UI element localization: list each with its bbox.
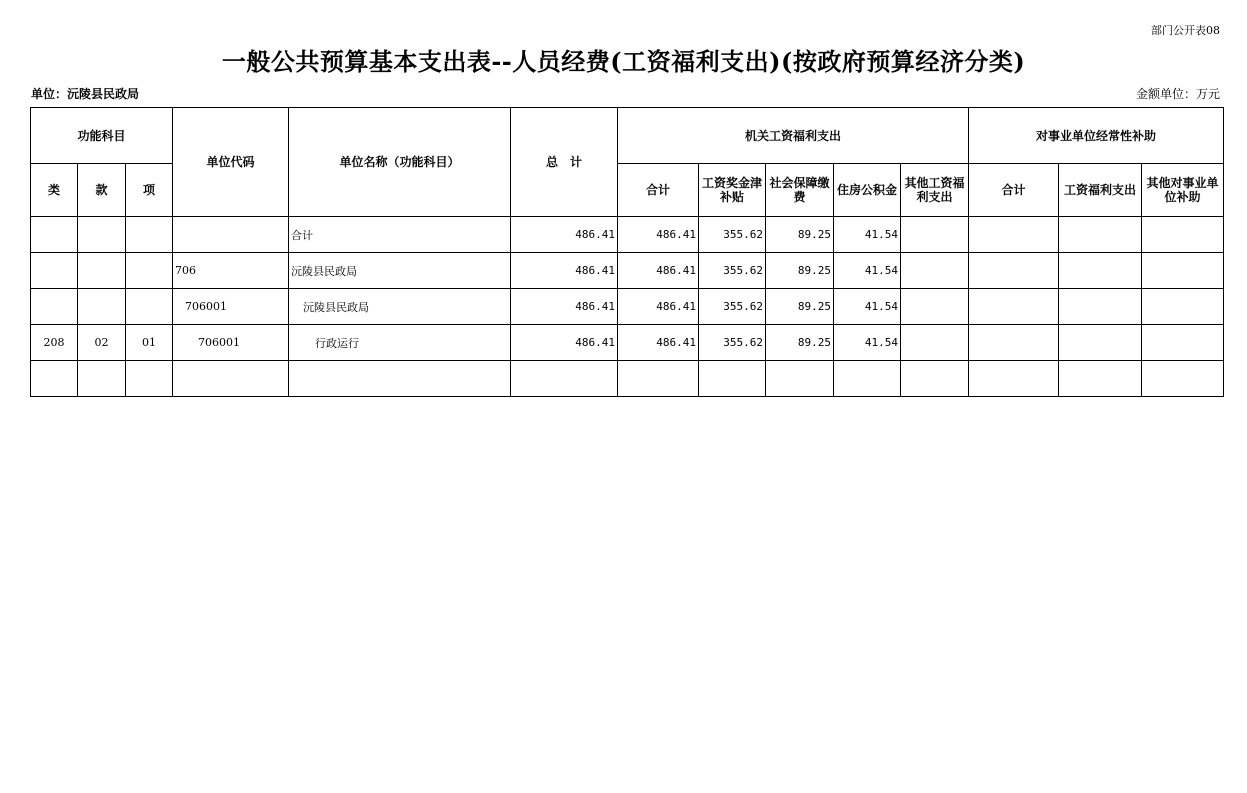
cell-inst-wage [1059, 253, 1142, 289]
cell-org-social: 89.25 [766, 325, 834, 361]
cell-org-other [901, 253, 969, 289]
cell-org-wage: 355.62 [699, 253, 766, 289]
cell-org-social [766, 361, 834, 397]
header-kuan: 款 [78, 164, 126, 217]
cell-inst-wage [1059, 217, 1142, 253]
unit-label: 单位：沅陵县民政局 [31, 87, 140, 101]
cell-lei [31, 253, 78, 289]
cell-org-other [901, 289, 969, 325]
cell-org-wage: 355.62 [699, 325, 766, 361]
cell-unit-code [173, 217, 289, 253]
cell-kuan [78, 361, 126, 397]
header-row-1 [31, 108, 1224, 164]
budget-table [30, 107, 1224, 397]
cell-org-total: 486.41 [618, 253, 699, 289]
header-total: 总 计 [511, 108, 618, 217]
cell-org-housing: 41.54 [834, 217, 901, 253]
cell-org-total [618, 361, 699, 397]
cell-xiang [126, 289, 173, 325]
cell-total: 486.41 [511, 217, 618, 253]
cell-inst-wage [1059, 361, 1142, 397]
cell-inst-other [1142, 253, 1224, 289]
header-inst-group: 对事业单位经常性补助 [969, 108, 1224, 164]
cell-org-other [901, 325, 969, 361]
amount-unit: 金额单位：万元 [1135, 87, 1220, 101]
cell-inst-total [969, 253, 1059, 289]
cell-org-social: 89.25 [766, 253, 834, 289]
cell-inst-other [1142, 325, 1224, 361]
cell-org-other [901, 217, 969, 253]
cell-org-wage: 355.62 [699, 289, 766, 325]
cell-xiang [126, 361, 173, 397]
table-row [31, 253, 1224, 289]
cell-inst-wage [1059, 289, 1142, 325]
table-code: 部门公开表08 [1151, 24, 1220, 37]
header-org-social: 社会保障缴费 [766, 164, 834, 217]
cell-org-total: 486.41 [618, 289, 699, 325]
header-org-other: 其他工资福利支出 [901, 164, 969, 217]
header-inst-total: 合计 [969, 164, 1059, 217]
cell-inst-other [1142, 361, 1224, 397]
cell-org-housing: 41.54 [834, 325, 901, 361]
table-row [31, 361, 1224, 397]
cell-lei [31, 217, 78, 253]
cell-xiang [126, 217, 173, 253]
table-row [31, 289, 1224, 325]
cell-unit-name: 沅陵县民政局 [289, 253, 511, 289]
cell-total [511, 361, 618, 397]
cell-kuan: 02 [78, 325, 126, 361]
cell-lei: 208 [31, 325, 78, 361]
header-inst-wage: 工资福利支出 [1059, 164, 1142, 217]
cell-org-wage [699, 361, 766, 397]
cell-kuan [78, 289, 126, 325]
cell-org-social: 89.25 [766, 217, 834, 253]
header-org-total: 合计 [618, 164, 699, 217]
cell-inst-other [1142, 217, 1224, 253]
cell-org-social: 89.25 [766, 289, 834, 325]
cell-inst-wage [1059, 325, 1142, 361]
header-org-housing: 住房公积金 [834, 164, 901, 217]
header-unit-name: 单位名称（功能科目） [289, 108, 511, 217]
header-org-wage: 工资奖金津补贴 [699, 164, 766, 217]
header-lei: 类 [31, 164, 78, 217]
cell-lei [31, 289, 78, 325]
cell-unit-code: 706001 [173, 325, 289, 361]
cell-kuan [78, 217, 126, 253]
cell-total: 486.41 [511, 289, 618, 325]
cell-org-total: 486.41 [618, 217, 699, 253]
cell-org-housing [834, 361, 901, 397]
cell-inst-total [969, 217, 1059, 253]
cell-unit-code: 706001 [173, 289, 289, 325]
cell-xiang [126, 253, 173, 289]
cell-inst-total [969, 289, 1059, 325]
table-row [31, 325, 1224, 361]
cell-org-housing: 41.54 [834, 289, 901, 325]
cell-unit-name: 合计 [289, 217, 511, 253]
cell-unit-name [289, 361, 511, 397]
header-org-group: 机关工资福利支出 [618, 108, 969, 164]
cell-org-other [901, 361, 969, 397]
cell-org-total: 486.41 [618, 325, 699, 361]
cell-unit-name: 行政运行 [289, 325, 511, 361]
cell-kuan [78, 253, 126, 289]
cell-org-housing: 41.54 [834, 253, 901, 289]
cell-unit-code [173, 361, 289, 397]
table-row [31, 217, 1224, 253]
cell-xiang: 01 [126, 325, 173, 361]
cell-total: 486.41 [511, 253, 618, 289]
header-inst-other: 其他对事业单位补助 [1142, 164, 1224, 217]
cell-total: 486.41 [511, 325, 618, 361]
cell-unit-code: 706 [173, 253, 289, 289]
cell-inst-total [969, 361, 1059, 397]
cell-lei [31, 361, 78, 397]
cell-unit-name: 沅陵县民政局 [289, 289, 511, 325]
cell-org-wage: 355.62 [699, 217, 766, 253]
cell-inst-other [1142, 289, 1224, 325]
header-func-subject: 功能科目 [31, 108, 173, 164]
header-unit-code: 单位代码 [173, 108, 289, 217]
page-title: 一般公共预算基本支出表--人员经费(工资福利支出)(按政府预算经济分类) [221, 47, 1026, 76]
header-xiang: 项 [126, 164, 173, 217]
cell-inst-total [969, 325, 1059, 361]
